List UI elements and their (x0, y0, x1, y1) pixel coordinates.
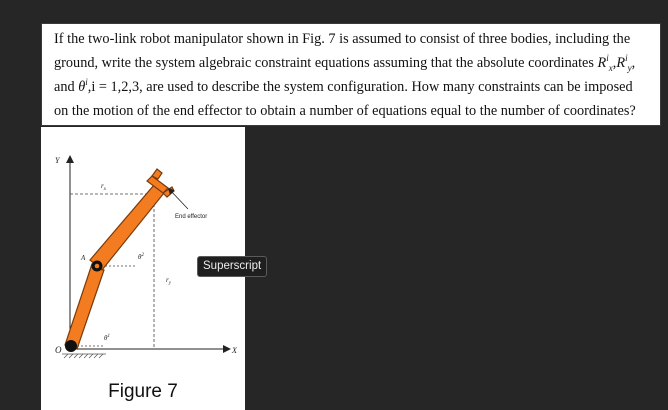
link-2 (90, 185, 164, 270)
y-axis-label: Y (55, 156, 60, 165)
ry-label: $r_y$ (166, 276, 171, 286)
question-line-1: If the two-link robot manipulator shown in Fig. 7 is assumed to consist of three bodies, including the (54, 31, 631, 47)
math-index: ,i = 1,2,3 (87, 79, 140, 95)
question-line-2: ground, write the system algebraic constraint equations assuming that the absolute coordinates $R^i_x,R^i_y$, (54, 53, 636, 73)
math-theta: $\theta^i$ (78, 77, 88, 95)
x-axis-label: X (232, 346, 237, 355)
math-rx: $R^i_x$ (597, 53, 613, 73)
rx-label: $r_x$ (101, 182, 106, 192)
theta1-label: $\theta^1$ (104, 334, 110, 342)
superscript-tooltip: Superscript (197, 256, 267, 277)
question-text-block (41, 23, 661, 126)
origin-label: O (55, 345, 62, 355)
base-joint (65, 340, 77, 352)
end-effector-pointer (169, 189, 188, 209)
question-line-4: on the motion of the end effector to obtain a number of equations equal to the number of coordinates? (54, 103, 636, 119)
question-line-2-text: ground, write the system algebraic constraint equations assuming that the absolute coordinates (54, 55, 598, 71)
question-line-3: and $\theta^i,i = 1,2,3$, are used to describe the system configuration. How many constraints can be imposed (54, 77, 633, 95)
end-effector-label: End effector (175, 214, 208, 220)
math-ry: $R^i_y$ (616, 53, 632, 73)
ground-hatch (62, 354, 106, 358)
link-1 (65, 264, 104, 349)
figure-caption: Figure 7 (108, 381, 178, 402)
theta2-label: $\theta^2$ (138, 253, 144, 261)
joint-a-label: A (81, 254, 86, 262)
